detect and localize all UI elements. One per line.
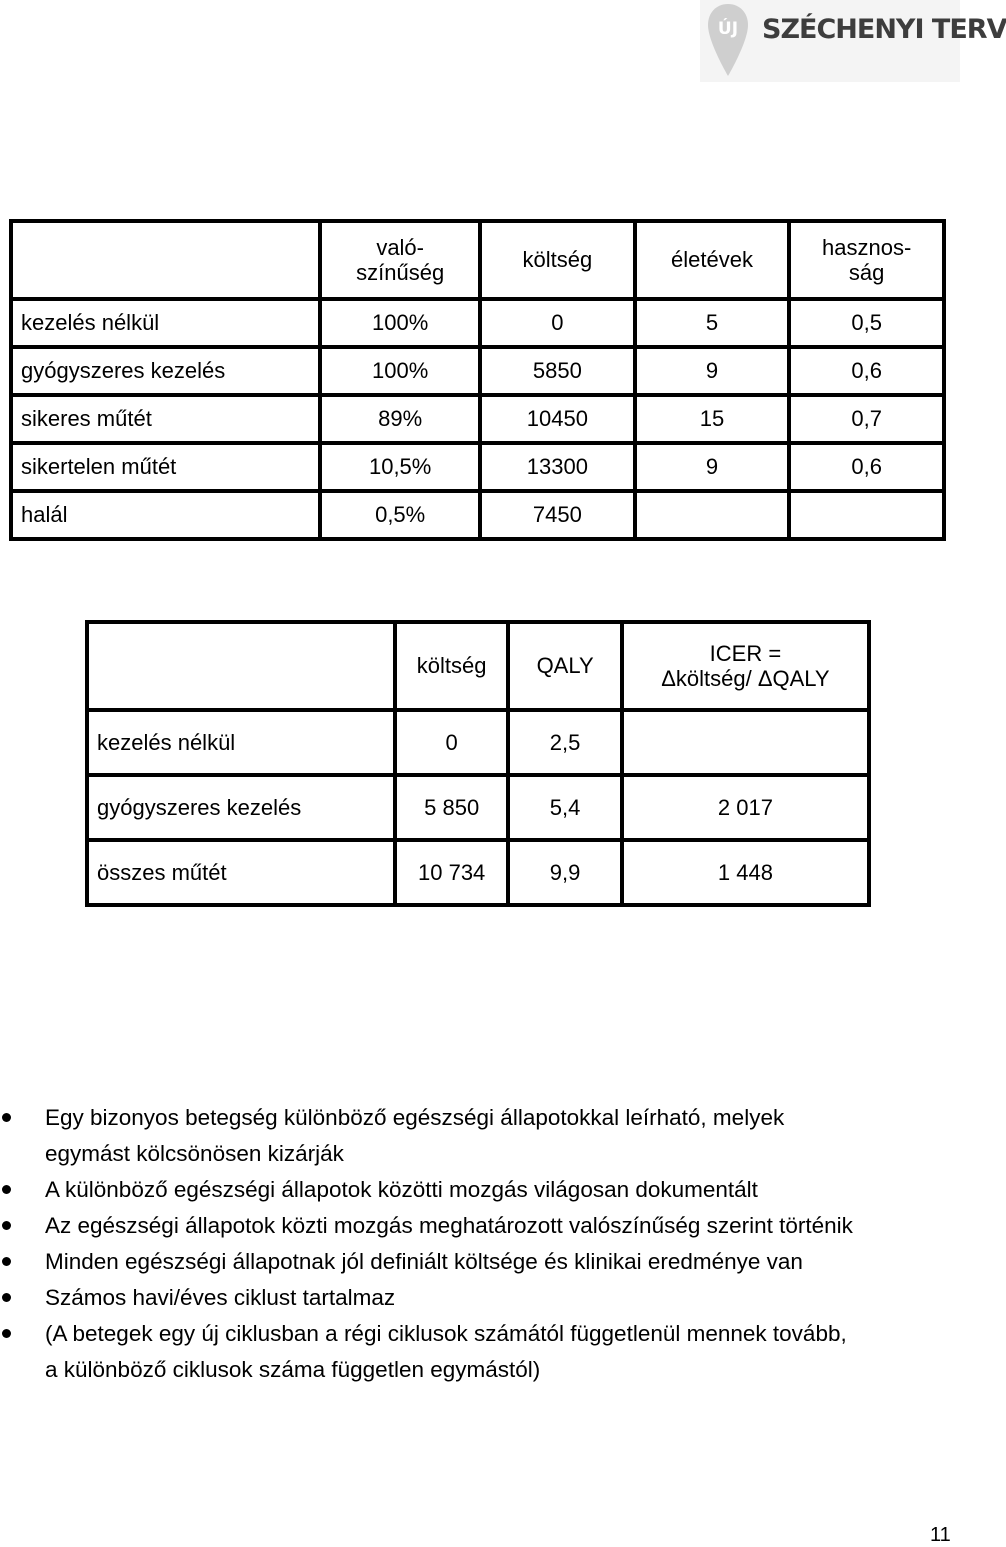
icer-table-row-label: összes műtét	[87, 840, 395, 905]
state-table-cell: 0,7	[789, 395, 944, 443]
icer-table-cell: 2,5	[508, 710, 621, 775]
bullet-dot-icon	[2, 1257, 11, 1266]
icer-table-header-cell	[87, 622, 395, 710]
icer-table-cell: 2 017	[622, 775, 869, 840]
icer-table-cell: 9,9	[508, 840, 621, 905]
bullet-dot-icon	[2, 1329, 11, 1338]
state-table-row-label: kezelés nélkül	[11, 299, 320, 347]
state-table-cell: 7450	[480, 491, 635, 539]
bullet-dot-icon	[2, 1293, 11, 1302]
state-table-header-row	[11, 221, 944, 299]
icer-table-cell: 10 734	[395, 840, 508, 905]
svg-text:ÚJ: ÚJ	[717, 19, 739, 39]
state-table-row	[11, 299, 944, 347]
state-table-cell: 0,5	[789, 299, 944, 347]
icer-table-cell: 0	[395, 710, 508, 775]
health-state-table	[9, 219, 946, 541]
state-table-cell	[789, 491, 944, 539]
state-table-row	[11, 491, 944, 539]
icer-table-cell: 5 850	[395, 775, 508, 840]
state-table-header-cell: való- színűség	[320, 221, 480, 299]
bullet-item: Egy bizonyos betegség különböző egészségi állapotokkal leírható, melyek egymást kölcsönösen kizárják	[0, 1100, 960, 1172]
state-table-cell: 10,5%	[320, 443, 480, 491]
state-table-cell: 5850	[480, 347, 635, 395]
state-table-header-cell: hasznos- ság	[789, 221, 944, 299]
bullet-item: (A betegek egy új ciklusban a régi ciklusok számától függetlenül mennek tovább, a különböző ciklusok száma független egymástól)	[0, 1316, 960, 1388]
state-table-header-cell: életévek	[635, 221, 790, 299]
state-table-cell: 0,5%	[320, 491, 480, 539]
page-number: 11	[930, 1524, 951, 1546]
icer-table-header-cell: ICER = Δköltség/ ΔQALY	[622, 622, 869, 710]
state-table-row-label: gyógyszeres kezelés	[11, 347, 320, 395]
icer-table-row-label: kezelés nélkül	[87, 710, 395, 775]
state-table-row	[11, 395, 944, 443]
state-table-header-cell	[11, 221, 320, 299]
bullet-dot-icon	[2, 1185, 11, 1194]
state-table-cell: 5	[635, 299, 790, 347]
state-table-cell: 0,6	[789, 443, 944, 491]
icer-table-header-row	[87, 622, 869, 710]
logo-wordmark: SZÉCHENYI TERV	[762, 14, 1006, 45]
state-table-cell: 13300	[480, 443, 635, 491]
state-table-row-label: sikeres műtét	[11, 395, 320, 443]
state-table-cell: 9	[635, 443, 790, 491]
state-table-cell: 89%	[320, 395, 480, 443]
bullet-list	[0, 1100, 960, 1388]
map-pin-icon	[706, 2, 750, 78]
state-table-cell: 9	[635, 347, 790, 395]
szechenyi-terv-logo	[700, 0, 1006, 82]
state-table-row	[11, 347, 944, 395]
bullet-item: Az egészségi állapotok közti mozgás meghatározott valószínűség szerint történik	[0, 1208, 960, 1244]
icer-table-header-cell: QALY	[508, 622, 621, 710]
bullet-item: Minden egészségi állapotnak jól definiált költsége és klinikai eredménye van	[0, 1244, 960, 1280]
icer-table-row	[87, 775, 869, 840]
icer-table-header-cell: költség	[395, 622, 508, 710]
bullet-item: A különböző egészségi állapotok közötti mozgás világosan dokumentált	[0, 1172, 960, 1208]
state-table-row-label: halál	[11, 491, 320, 539]
state-table-row	[11, 443, 944, 491]
state-table-cell: 0	[480, 299, 635, 347]
bullet-item: Számos havi/éves ciklust tartalmaz	[0, 1280, 960, 1316]
icer-table-row	[87, 710, 869, 775]
state-table-row-label: sikertelen műtét	[11, 443, 320, 491]
state-table-cell: 100%	[320, 347, 480, 395]
state-table-cell	[635, 491, 790, 539]
icer-table-cell: 1 448	[622, 840, 869, 905]
state-table-cell: 15	[635, 395, 790, 443]
icer-table-row	[87, 840, 869, 905]
state-table-cell: 0,6	[789, 347, 944, 395]
icer-table	[85, 620, 871, 907]
icer-table-row-label: gyógyszeres kezelés	[87, 775, 395, 840]
bullet-dot-icon	[2, 1221, 11, 1230]
bullet-dot-icon	[2, 1113, 11, 1122]
state-table-cell: 10450	[480, 395, 635, 443]
icer-table-cell: 5,4	[508, 775, 621, 840]
state-table-cell: 100%	[320, 299, 480, 347]
icer-table-cell	[622, 710, 869, 775]
state-table-header-cell: költség	[480, 221, 635, 299]
